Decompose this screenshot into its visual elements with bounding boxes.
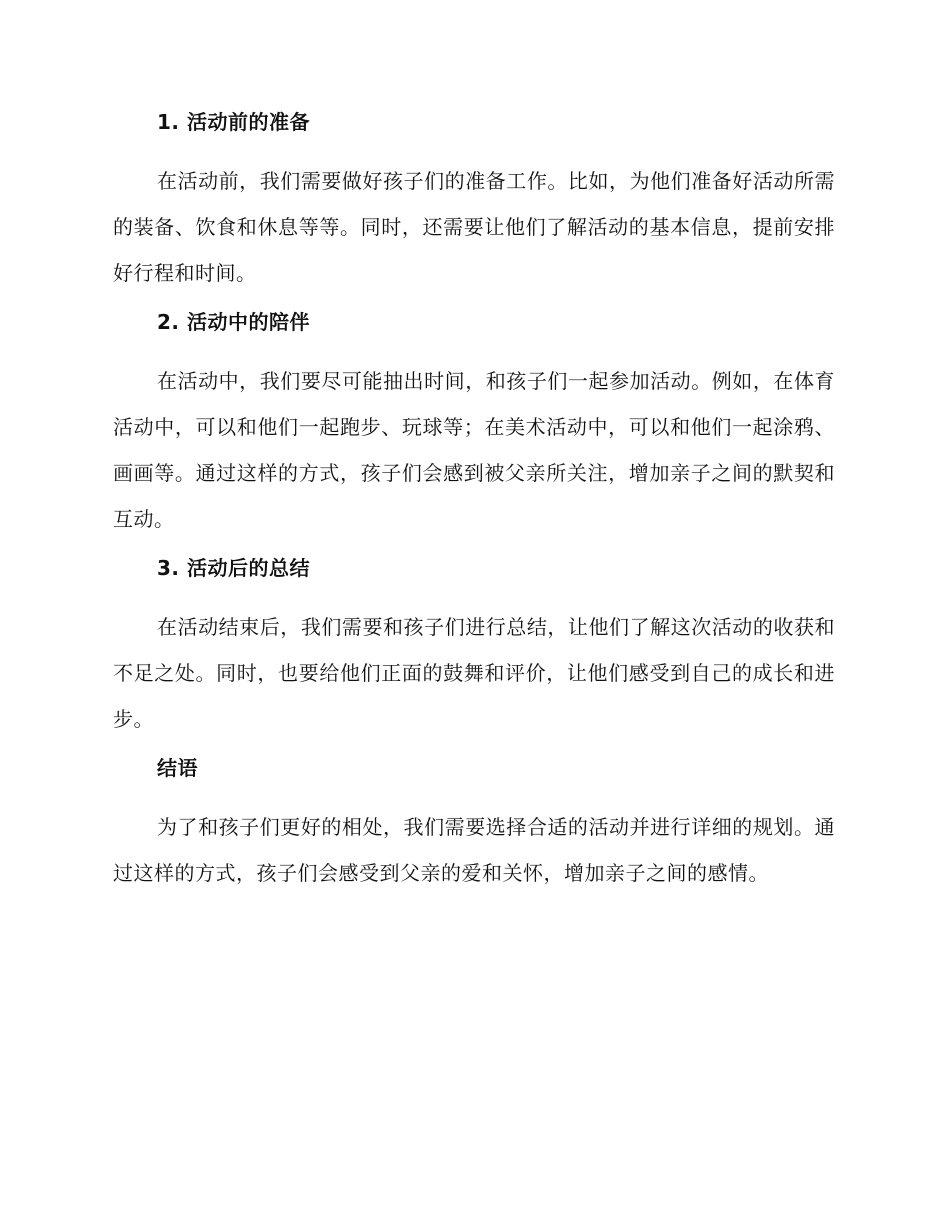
section-conclusion: [113, 754, 835, 896]
section-heading: 2. 活动中的陪伴: [157, 310, 310, 334]
section-paragraph: 在活动前，我们需要做好孩子们的准备工作。比如，为他们准备好活动所需的装备、饮食和休息等等。同时，还需要让他们了解活动的基本信息，提前安排好行程和时间。: [113, 169, 835, 285]
section-paragraph: 在活动结束后，我们需要和孩子们进行总结，让他们了解这次活动的收获和不足之处。同时，也要给他们正面的鼓舞和评价，让他们感受到自己的成长和进步。: [113, 615, 835, 731]
section-paragraph: 为了和孩子们更好的相处，我们需要选择合适的活动并进行详细的规划。通过这样的方式，孩子们会感受到父亲的爱和关怀，增加亲子之间的感情。: [113, 815, 835, 885]
section-heading: 1. 活动前的准备: [157, 110, 310, 134]
section-heading: 结语: [157, 756, 198, 780]
document-page: [113, 108, 835, 908]
section-companionship: [113, 308, 835, 542]
section-heading: 3. 活动后的总结: [157, 556, 310, 580]
section-paragraph: 在活动中，我们要尽可能抽出时间，和孩子们一起参加活动。例如，在体育活动中，可以和他们一起跑步、玩球等；在美术活动中，可以和他们一起涂鸦、画画等。通过这样的方式，孩子们会感到被父亲所关注，增加亲子之间的默契和互动。: [113, 369, 835, 531]
section-summary: [113, 554, 835, 742]
section-preparation: [113, 108, 835, 296]
